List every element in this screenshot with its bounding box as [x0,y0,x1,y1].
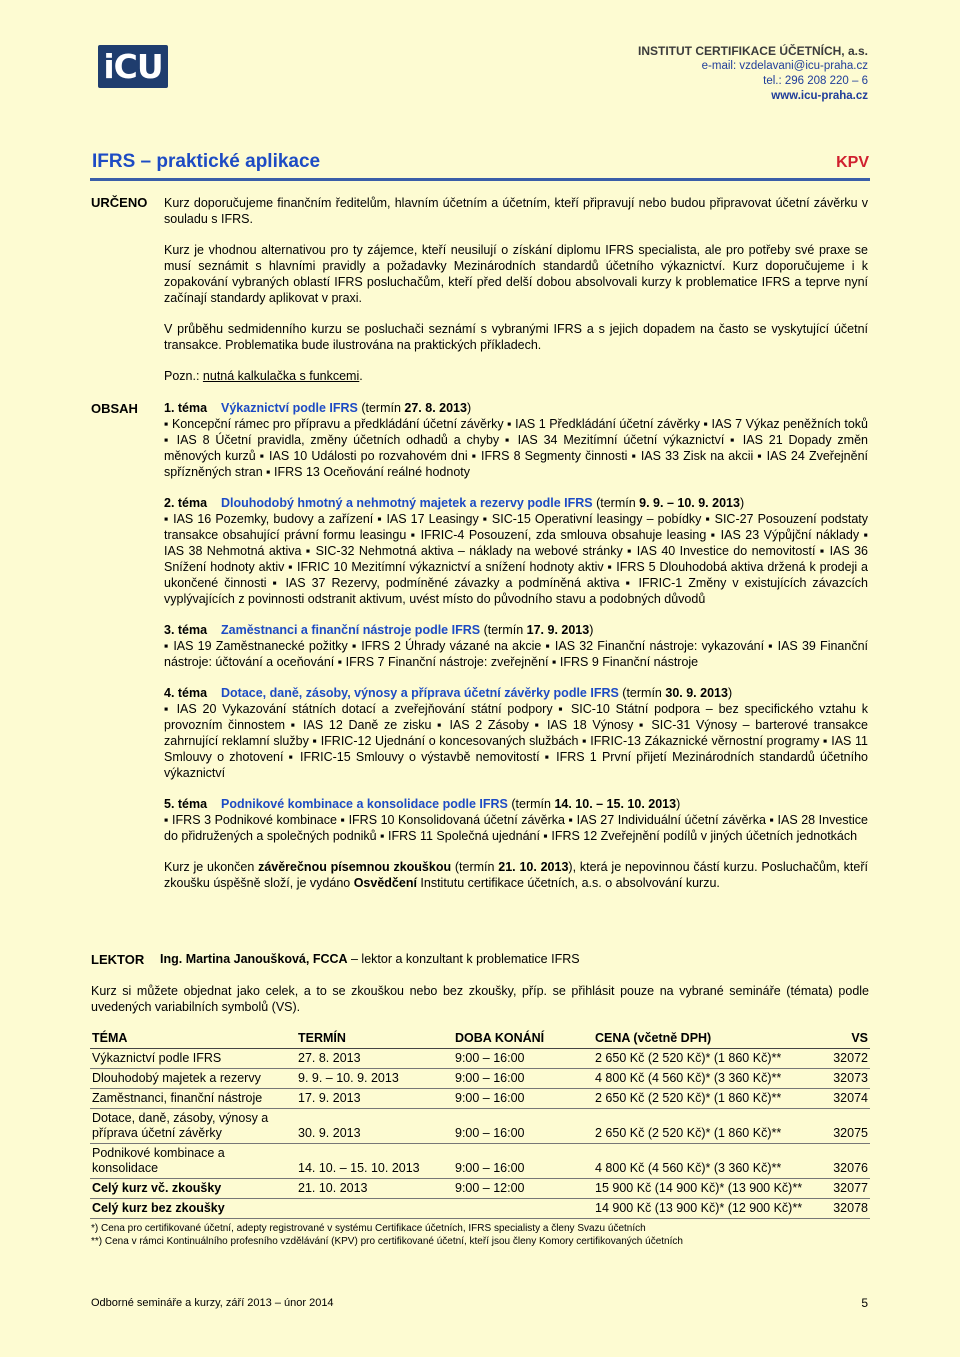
urceno-section [164,195,868,399]
col-doba: DOBA KONÁNÍ [453,1028,593,1049]
table-row: Celý kurz vč. zkoušky 21. 10. 2013 9:00 – 12:00 15 900 Kč (14 900 Kč)* (13 900 Kč)** 32077 [90,1179,870,1199]
topic-body: ▪ IAS 20 Vykazování státních dotací a zveřejňování státní podpory ▪ SIC-10 Státní podpora – bez specifického vztahu k provozním činnostem ▪ IAS 12 Daně ze zisku ▪ IAS 2 Zásoby ▪ IAS 18 Výnosy ▪ SIC-31 Výnosy – barterové transakce zahrnující reklamní služby ▪ IFRIC-12 Ujednání o koncesovaných službách ▪ IFRIC-13 Zákaznické věrnostní programy ▪ IAS 11 Smlouvy o zhotovení ▪ IFRIC-15 Smlouvy o výstavbě nemovitostí ▪ IFRS 1 První přijetí Mezinárodních standardů účetního výkaznictví [164,702,868,780]
table-row: Dlouhodobý majetek a rezervy 9. 9. – 10. 9. 2013 9:00 – 16:00 4 800 Kč (4 560 Kč)* (3 360 Kč)** 32073 [90,1069,870,1089]
website[interactable]: www.icu-praha.cz [771,90,868,102]
table-row: Výkaznictví podle IFRS 27. 8. 2013 9:00 – 16:00 2 650 Kč (2 520 Kč)* (1 860 Kč)** 32072 [90,1049,870,1069]
kpv-badge: KPV [836,154,869,171]
pozn-note: Pozn.: nutná kalkulačka s funkcemi. [164,369,363,383]
contact-block [638,44,868,104]
label-obsah: OBSAH [91,401,138,416]
page-number: 5 [861,1296,868,1310]
table-row: Dotace, daně, zásoby, výnosy a příprava účetní závěrky 30. 9. 2013 9:00 – 16:00 2 650 Kč (2 520 Kč)* (1 860 Kč)** 32075 [90,1109,870,1144]
topic-body: ▪ Koncepční rámec pro přípravu a předkládání účetní závěrky ▪ IAS 1 Předkládání účetní závěrky ▪ IAS 7 Výkaz peněžních toků ▪ IAS 8 Účetní pravidla, změny účetních odhadů a chyby ▪ IAS 34 Mezitímní účetní výkaznictví ▪ IAS 21 Dopady změn měnových kurzů ▪ IAS 10 Události po rozvahovém dni ▪ IFRS 8 Segmenty činnosti ▪ IAS 33 Zisk na akcii ▪ IAS 24 Zveřejnění spřízněných stran ▪ IFRS 13 Oceňování reálné hodnoty [164,417,868,479]
label-urceno: URČENO [91,195,148,210]
topic-4 [164,685,868,781]
table-row: Zaměstnanci, finanční nástroje 17. 9. 2013 9:00 – 16:00 2 650 Kč (2 520 Kč)* (1 860 Kč)** 32074 [90,1089,870,1109]
topic-heading: 1. téma Výkaznictví podle IFRS (termín 27. 8. 2013) [164,401,472,415]
phone: tel.: 296 208 220 – 6 [763,75,868,87]
topic-body: ▪ IFRS 3 Podnikové kombinace ▪ IFRS 10 Konsolidovaná účetní závěrka ▪ IAS 27 Individuální účetní závěrka ▪ IAS 28 Investice do přidružených a společných podniků ▪ IFRS 11 Společná ujednání ▪ IFRS 12 Zveřejnění podílů v jiných účetních jednotkách [164,813,868,843]
urceno-p3: V průběhu sedmidenního kurzu se posluchači seznámí s vybranými IFRS a s jejich dopadem na často se vyskytující účetní transakce. Problematika bude ilustrována na praktických příkladech. [164,322,868,352]
table-row: Podnikové kombinace a konsolidace 14. 10. – 15. 10. 2013 9:00 – 16:00 4 800 Kč (4 560 Kč)* (3 360 Kč)** 32076 [90,1144,870,1179]
topic-5 [164,796,868,844]
table-row: Celý kurz bez zkoušky 14 900 Kč (13 900 Kč)* (12 900 Kč)** 32078 [90,1199,870,1219]
topic-body: ▪ IAS 16 Pozemky, budovy a zařízení ▪ IAS 17 Leasingy ▪ SIC-15 Operativní leasingy – pobídky ▪ SIC-27 Posouzení podstaty transakce obsahující právní formu leasingu ▪ IFRIC-4 Posouzení, zda smlouva obsahuje leasing ▪ IAS 23 Výpůjční náklady ▪ IAS 38 Nehmotná aktiva ▪ SIC-32 Nehmotná aktiva – náklady na webové stránky ▪ IAS 40 Investice do nemovitostí ▪ IAS 36 Snížení hodnoty aktiv ▪ IFRIC 10 Mezitímní výkaznictví a snížení hodnoty aktiv ▪ IFRS 5 Dlouhodobá aktiva držená k prodeji a ukončené činnosti ▪ IAS 37 Rezervy, podmíněné závazky a podmíněná aktiva ▪ IFRIC-1 Změny v existujících závazcích vyplývajících z povinnosti odstranit aktivum, uvést místo do původního stavu a podobných důvodů [164,512,868,606]
topic-heading: 3. téma Zaměstnanci a finanční nástroje podle IFRS (termín 17. 9. 2013) [164,623,594,637]
label-lektor: LEKTOR [91,952,145,967]
email[interactable]: e-mail: vzdelavani@icu-praha.cz [701,60,868,72]
topic-heading: 2. téma Dlouhodobý hmotný a nehmotný majetek a rezervy podle IFRS (termín 9. 9. – 10. 9. 2013) [164,496,745,510]
col-tema: TÉMA [90,1028,296,1049]
obsah-section [164,400,868,906]
price-table [90,1028,870,1219]
topic-heading: 5. téma Podnikové kombinace a konsolidace podle IFRS (termín 14. 10. – 15. 10. 2013) [164,797,681,811]
col-termin: TERMÍN [296,1028,453,1049]
topic-heading: 4. téma Dotace, daně, zásoby, výnosy a příprava účetní závěrky podle IFRS (termín 30. 9. 2013) [164,686,733,700]
lektor-name: Ing. Martina Janoušková, FCCA [160,952,348,966]
page-title: IFRS – praktické aplikace [92,151,321,172]
col-cena: CENA (včetně DPH) [593,1028,818,1049]
footnote-1: *) Cena pro certifikované účetní, adepty registrované v systému Certifikace účetních, IFRS specialisty a členy Svazu účetních [91,1223,646,1234]
org-name: INSTITUT CERTIFIKACE ÚČETNÍCH, a.s. [637,44,868,58]
icu-logo: iCU [98,45,168,88]
urceno-p1: Kurz doporučujeme finančním ředitelům, hlavním účetním a účetním, kteří připravují nebo budou připravovat účetní závěrku v souladu s IFRS. [164,196,868,226]
topic-3 [164,622,868,670]
col-vs: VS [818,1028,870,1049]
footer-text: Odborné semináře a kurzy, září 2013 – únor 2014 [91,1297,334,1309]
topic-2 [164,495,868,607]
table-header-row [90,1028,870,1049]
lektor-info: Ing. Martina Janoušková, FCCA – lektor a konzultant k problematice IFRS [160,952,580,966]
exam-note: Kurz je ukončen závěrečnou písemnou zkouškou (termín 21. 10. 2013), která je nepovinnou částí kurzu. Posluchačům, kteří zkoušku úspěšně složí, je vydáno Osvědčení Institutu certifikace účetních, a.s. o absolvování kurzu. [164,860,868,890]
order-note: Kurz si můžete objednat jako celek, a to se zkouškou nebo bez zkoušky, příp. se přihlásit pouze na vybrané semináře (témata) podle uvedených variabilních symbolů (VS). [91,984,869,1014]
topic-1 [164,400,868,480]
topic-body: ▪ IAS 19 Zaměstnanecké požitky ▪ IFRS 2 Úhrady vázané na akcie ▪ IAS 32 Finanční nástroje: vykazování ▪ IAS 39 Finanční nástroje: účtování a oceňování ▪ IFRS 7 Finanční nástroje: zveřejnění ▪ IFRS 9 Finanční nástroje [164,639,868,669]
footnote-2: **) Cena v rámci Kontinuálního profesního vzdělávání (KPV) pro certifikované účetní, kteří jsou členy Komory certifikovaných účetních [91,1236,683,1247]
pozn-calculator: nutná kalkulačka s funkcemi [202,369,360,383]
urceno-p2: Kurz je vhodnou alternativou pro ty zájemce, kteří neusilují o získání diplomu IFRS specialista, ale pro potřeby své praxe se musí seznámit s hlavními pravidly a požadavky Mezinárodních standardů účetního výkaznictví. Kurz doporučujeme i k zopakování vybraných oblastí IFRS posluchačům, kteří před delší dobou absolvovali kurzy k problematice IFRS a teprve nyní začínají standardy aplikovat v praxi. [164,243,868,305]
